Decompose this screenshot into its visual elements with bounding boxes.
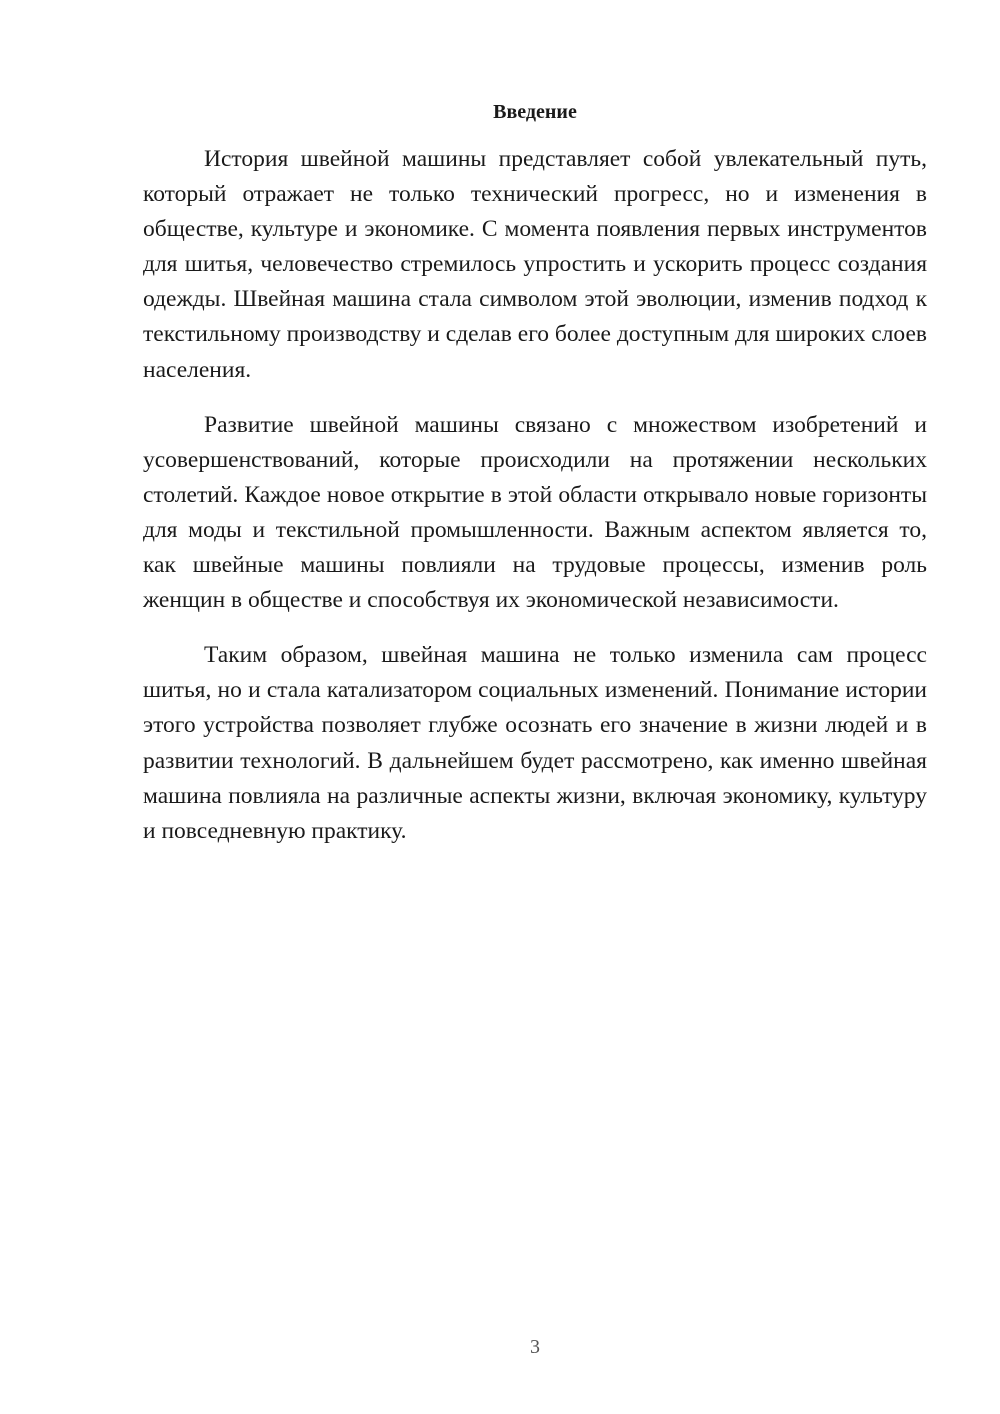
paragraph-2: Развитие швейной машины связано с множеством изобретений и усовершенствований, которые происходили на протяжении нескольких столетий. Каждое новое открытие в этой области открывало новые горизонты для моды и текстильной промышленности. Важным аспектом является то, как швейные машины повлияли на трудовые процессы, изменив роль женщин в обществе и способствуя их экономической независимости. bbox=[143, 411, 927, 614]
paragraph-1: История швейной машины представляет собой увлекательный путь, который отражает не только технический прогресс, но и изменения в обществе, культуре и экономике. С момента появления первых инструментов для шитья, человечество стремилось упростить и ускорить процесс создания одежды. Швейная машина стала символом этой эволюции, изменив подход к текстильному производству и сделав его более доступным для широких слоев населения. bbox=[143, 146, 927, 383]
paragraph-3: Таким образом, швейная машина не только изменила сам процесс шитья, но и стала катализатором социальных изменений. Понимание истории этого устройства позволяет глубже осознать его значение в жизни людей и в развитии технологий. В дальнейшем будет рассмотрено, как именно швейная машина повлияла на различные аспекты жизни, включая экономику, культуру и повседневную практику. bbox=[143, 642, 927, 844]
body-text bbox=[143, 142, 927, 869]
page-number: 3 bbox=[530, 1336, 540, 1358]
section-heading: Введение bbox=[493, 101, 577, 123]
